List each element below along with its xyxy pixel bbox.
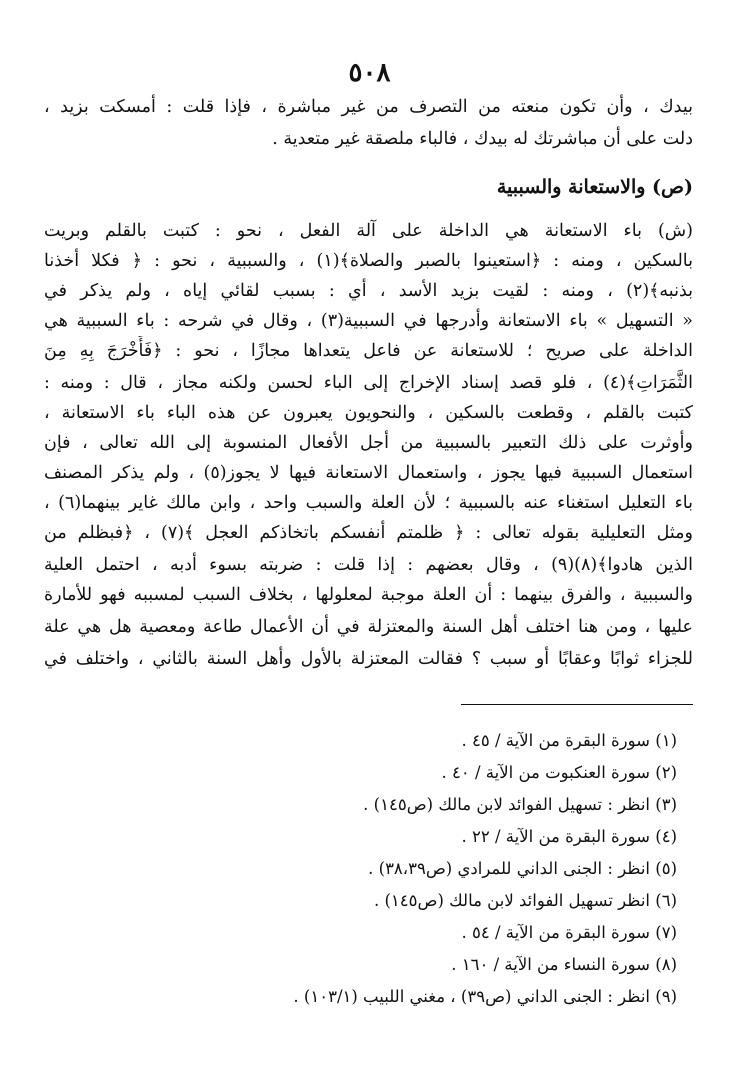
footnote: (٩) انظر : الجنى الداني (ص٣٩) ، مغني اللبيب (١٠٣/١) . bbox=[293, 987, 677, 1006]
paragraph-2-line: استعمال السببية فيها يجوز ، واستعمال الاستعانة فيها لا يجوز(٥) ، ولم يذكر المصنف bbox=[44, 463, 693, 483]
footnote: (٤) سورة البقرة من الآية / ٢٢ . bbox=[461, 827, 677, 846]
page-number: ٥٠٨ bbox=[348, 58, 391, 88]
paragraph-2-line: (ش) باء الاستعانة هي الداخلة على آلة الفعل ، نحو : كتبت بالقلم وبريت bbox=[44, 221, 693, 241]
footnote: (٨) سورة النساء من الآية / ١٦٠ . bbox=[451, 955, 677, 974]
section-heading: (ص) والاستعانة والسببية bbox=[496, 176, 693, 198]
footnote: (٢) سورة العنكبوت من الآية / ٤٠ . bbox=[441, 763, 677, 782]
paragraph-2-line: عليها ، ومن هنا اختلف أهل السنة والمعتزلة في أن الأعمال طاعة ومعصية هل هي علة bbox=[44, 617, 693, 637]
paragraph-2-line: الذين هادوا﴾(٨)(٩) ، وقال بعضهم : إذا قلت : ضربته بسوء أدبه ، احتمل العلية bbox=[44, 555, 693, 575]
paragraph-2-line: « التسهيل » باء الاستعانة وأدرجها في السببية(٣) ، وقال في شرحه : باء السببية هي bbox=[44, 311, 693, 331]
paragraph-2-line: للجزاء ثوابًا وعقابًا أو سبب ؟ فقالت المعتزلة بالأول وأهل السنة بالثاني ، واختلف في bbox=[44, 649, 693, 669]
paragraph-2-line: باء التعليل استغناء عنه بالسببية ؛ لأن العلة والسبب واحد ، وابن مالك غاير بينهما(٦) ، bbox=[44, 493, 693, 513]
footnote: (٧) سورة البقرة من الآية / ٥٤ . bbox=[461, 923, 677, 942]
paragraph-2-line: بالسكين ، ومنه : ﴿استعينوا بالصبر والصلاة﴾(١) ، والسببية ، نحو : ﴿ فكلا أخذنا bbox=[44, 251, 693, 271]
paragraph-2-line: ومثل التعليلية بقوله تعالى : ﴿ ظلمتم أنفسكم باتخاذكم العجل ﴾(٧) ، ﴿فبظلم من bbox=[44, 523, 693, 543]
footnote-divider bbox=[461, 704, 693, 705]
paragraph-2-line: كتبت بالقلم ، وقطعت بالسكين ، والنحويون يعبرون عن هذه الباء باء الاستعانة ، bbox=[44, 403, 693, 423]
footnote: (٥) انظر : الجنى الداني للمرادي (ص٣٨،٣٩) . bbox=[368, 859, 677, 878]
footnote: (١) سورة البقرة من الآية / ٤٥ . bbox=[461, 731, 677, 750]
paragraph-1-line: بيدك ، وأن تكون منعته من التصرف من غير مباشرة ، فإذا قلت : أمسكت بزيد ، bbox=[44, 97, 693, 117]
paragraph-2-line: والسببية ، والفرق بينهما : أن العلة موجبة لمعلولها ، بخلاف السبب لمسببه فهو للأمارة bbox=[44, 585, 693, 605]
paragraph-2-line: الثَّمَرَاتِ﴾(٤) ، فلو قصد إسناد الإخراج إلى الباء لحسن ولكنه مجاز ، قال : ومنه : bbox=[44, 373, 693, 393]
paragraph-2-line: بذنبه﴾(٢) ، ومنه : لقيت بزيد الأسد ، أي : بسبب لقائي إياه ، ولم يذكر في bbox=[44, 281, 693, 301]
footnote: (٦) انظر تسهيل الفوائد لابن مالك (ص١٤٥) . bbox=[373, 891, 677, 910]
paragraph-2-line: الداخلة على صريح ؛ للاستعانة عن فاعل يتعداها مجازًا ، نحو : ﴿فَأَخْرَجَ بِهِ مِنَ bbox=[44, 341, 693, 361]
footnote: (٣) انظر : تسهيل الفوائد لابن مالك (ص١٤٥) . bbox=[363, 795, 677, 814]
paragraph-1-line: دلت على أن مباشرتك له بيدك ، فالباء ملصقة غير متعدية . bbox=[272, 129, 693, 149]
paragraph-2-line: وأوثرت على ذلك التعبير بالسببية من أجل الأفعال المنسوبة إلى الله تعالى ، فإن bbox=[44, 433, 693, 453]
